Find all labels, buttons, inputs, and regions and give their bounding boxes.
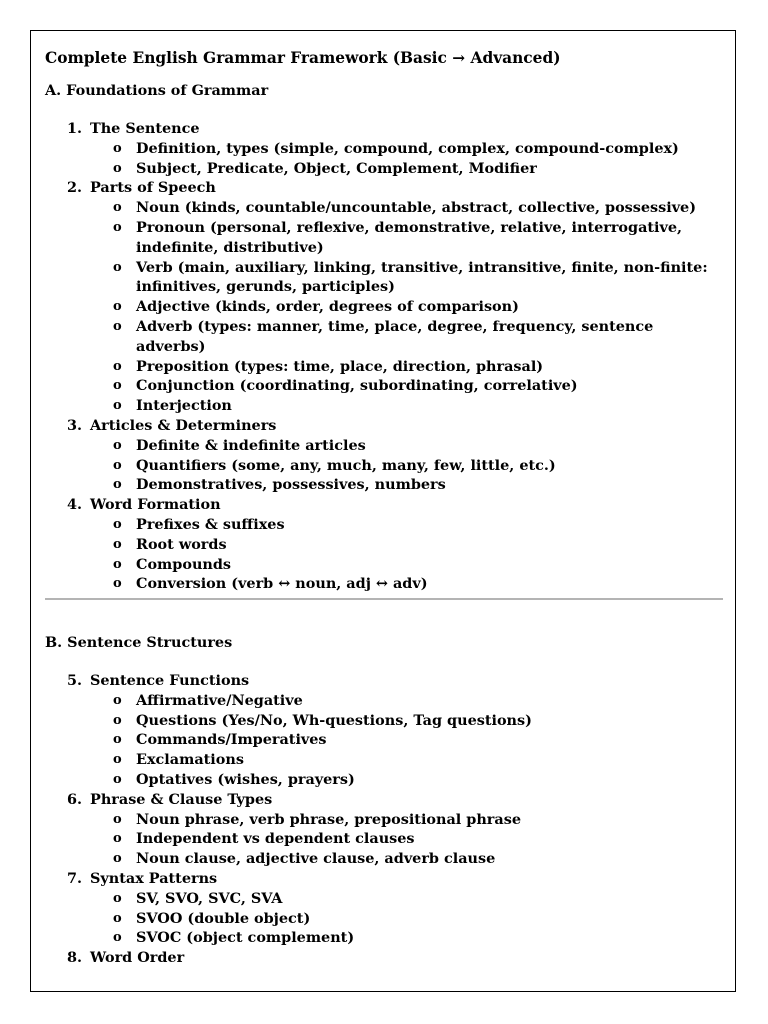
bullet-icon: o — [113, 398, 122, 414]
outline-item — [45, 178, 725, 416]
outline-item — [45, 416, 725, 495]
sub-list-item — [45, 258, 725, 298]
sub-item-text: Adverb (types: manner, time, place, degree, frequency, sentence adverbs) — [136, 317, 654, 355]
bullet-icon: o — [113, 457, 122, 473]
bullet-icon: o — [113, 890, 122, 906]
bullet-icon: o — [113, 811, 122, 827]
sub-list-item — [45, 535, 725, 555]
sub-list-item — [45, 555, 725, 575]
bullet-icon: o — [113, 556, 122, 572]
sub-item-text: Optatives (wishes, prayers) — [136, 770, 355, 788]
sub-list — [90, 691, 725, 790]
sub-item-text: Conversion (verb ↔ noun, adj ↔ adv) — [136, 575, 428, 593]
outline-item-label: Syntax Patterns — [90, 869, 218, 887]
sub-list-item — [45, 396, 725, 416]
bullet-icon: o — [113, 200, 122, 216]
outline-item-number: 5. — [67, 672, 83, 689]
outline-item-number: 4. — [67, 496, 83, 514]
bullet-icon: o — [113, 732, 122, 748]
sub-list-item — [45, 770, 725, 790]
bullet-icon: o — [113, 930, 122, 946]
spacer — [45, 653, 725, 671]
sub-list-item — [45, 218, 725, 258]
bullet-icon: o — [113, 752, 122, 768]
sub-item-text: Interjection — [136, 397, 232, 415]
outline-item-label: Articles & Determiners — [90, 416, 277, 434]
section-a-list — [45, 119, 725, 594]
outline-item — [45, 119, 725, 178]
outline-item — [45, 948, 725, 968]
outline-item-label: Word Order — [90, 949, 185, 967]
section-b-list — [45, 671, 725, 968]
outline-item — [45, 790, 725, 869]
bullet-icon: o — [113, 831, 122, 847]
sub-list — [90, 889, 725, 948]
sub-item-text: Exclamations — [136, 751, 244, 769]
bullet-icon: o — [113, 536, 122, 552]
sub-item-text: Definition, types (simple, compound, complex, compound-complex) — [136, 139, 679, 157]
sub-item-text: SV, SVO, SVC, SVA — [136, 889, 283, 907]
section-b-heading: B. Sentence Structures — [45, 634, 233, 651]
sub-item-text: Noun (kinds, countable/uncountable, abstract, collective, possessive) — [136, 199, 697, 217]
sub-list-item — [45, 829, 725, 849]
sub-item-text: Affirmative/Negative — [136, 691, 303, 709]
sub-list-item — [45, 849, 725, 869]
outline-item-number: 3. — [67, 416, 83, 434]
bullet-icon: o — [113, 140, 122, 156]
sub-list-item — [45, 750, 725, 770]
sub-item-text: SVOC (object complement) — [136, 929, 355, 947]
sub-list-item — [45, 436, 725, 456]
sub-list-item — [45, 198, 725, 218]
bullet-icon: o — [113, 259, 122, 275]
sub-list-item — [45, 475, 725, 495]
sub-item-text: Pronoun (personal, reflexive, demonstrative, relative, interrogative, indefinite, distributive) — [136, 218, 683, 256]
sub-list-item — [45, 159, 725, 179]
outline-item-number: 2. — [67, 179, 83, 197]
sub-item-text: Noun clause, adjective clause, adverb clause — [136, 850, 496, 868]
sub-item-text: Definite & indefinite articles — [136, 436, 366, 454]
sub-item-text: Root words — [136, 535, 227, 553]
sub-list-item — [45, 730, 725, 750]
outline-item-label: The Sentence — [90, 120, 200, 137]
bullet-icon: o — [113, 160, 122, 176]
sub-item-text: SVOO (double object) — [136, 909, 311, 927]
sub-item-text: Noun phrase, verb phrase, prepositional phrase — [136, 810, 521, 828]
bullet-icon: o — [113, 692, 122, 708]
sub-list — [90, 515, 725, 594]
section-b — [45, 633, 725, 968]
outline-item-label: Parts of Speech — [90, 179, 216, 197]
sub-list-item — [45, 810, 725, 830]
sub-item-text: Verb (main, auxiliary, linking, transitive, intransitive, finite, non-finite: infinitives, gerunds, participles) — [136, 258, 708, 296]
sub-list-item — [45, 909, 725, 929]
outline-item-number: 6. — [67, 790, 83, 808]
bullet-icon: o — [113, 437, 122, 453]
outline-item-label: Phrase & Clause Types — [90, 790, 273, 808]
sub-item-text: Demonstratives, possessives, numbers — [136, 476, 446, 494]
bullet-icon: o — [113, 299, 122, 315]
outline-item-label: Word Formation — [90, 496, 221, 514]
bullet-icon: o — [113, 358, 122, 374]
bullet-icon: o — [113, 771, 122, 787]
outline-item-number: 1. — [67, 120, 83, 137]
outline-item-label: Sentence Functions — [90, 672, 250, 689]
bullet-icon: o — [113, 576, 122, 592]
sub-item-text: Conjunction (coordinating, subordinating, correlative) — [136, 377, 578, 395]
sub-list-item — [45, 889, 725, 909]
sub-list-item — [45, 515, 725, 535]
sub-list-item — [45, 456, 725, 476]
sub-item-text: Subject, Predicate, Object, Complement, Modifier — [136, 159, 537, 177]
outline-item — [45, 869, 725, 948]
bullet-icon: o — [113, 910, 122, 926]
sub-list-item — [45, 357, 725, 377]
sub-list-item — [45, 691, 725, 711]
bullet-icon: o — [113, 378, 122, 394]
bullet-icon: o — [113, 318, 122, 334]
bullet-icon: o — [113, 851, 122, 867]
sub-list-item — [45, 297, 725, 317]
spacer — [45, 101, 725, 119]
section-divider — [45, 598, 723, 600]
outline-item-number: 8. — [67, 949, 83, 967]
sub-item-text: Quantifiers (some, any, much, many, few, little, etc.) — [136, 456, 556, 474]
sub-list-item — [45, 711, 725, 731]
sub-list-item — [45, 317, 725, 357]
bullet-icon: o — [113, 477, 122, 493]
sub-item-text: Preposition (types: time, place, direction, phrasal) — [136, 357, 544, 375]
outline-item — [45, 671, 725, 790]
sub-item-text: Adjective (kinds, order, degrees of comparison) — [136, 298, 519, 316]
sub-item-text: Prefixes & suffixes — [136, 515, 285, 533]
outline-item-number: 7. — [67, 869, 83, 887]
document-title: Complete English Grammar Framework (Basic → Advanced) — [45, 49, 561, 67]
sub-list — [90, 436, 725, 495]
bullet-icon: o — [113, 712, 122, 728]
sub-item-text: Questions (Yes/No, Wh-questions, Tag questions) — [136, 711, 532, 729]
section-a-heading: A. Foundations of Grammar — [45, 82, 269, 99]
bullet-icon: o — [113, 219, 122, 235]
sub-list — [90, 139, 725, 179]
sub-item-text: Commands/Imperatives — [136, 731, 327, 749]
sub-list — [90, 198, 725, 416]
outline-item — [45, 495, 725, 594]
sub-list — [90, 810, 725, 869]
bullet-icon: o — [113, 516, 122, 532]
sub-list-item — [45, 574, 725, 594]
sub-item-text: Compounds — [136, 555, 232, 573]
sub-item-text: Independent vs dependent clauses — [136, 830, 415, 848]
sub-list-item — [45, 376, 725, 396]
sub-list-item — [45, 928, 725, 948]
section-a — [45, 47, 725, 594]
sub-list-item — [45, 139, 725, 159]
